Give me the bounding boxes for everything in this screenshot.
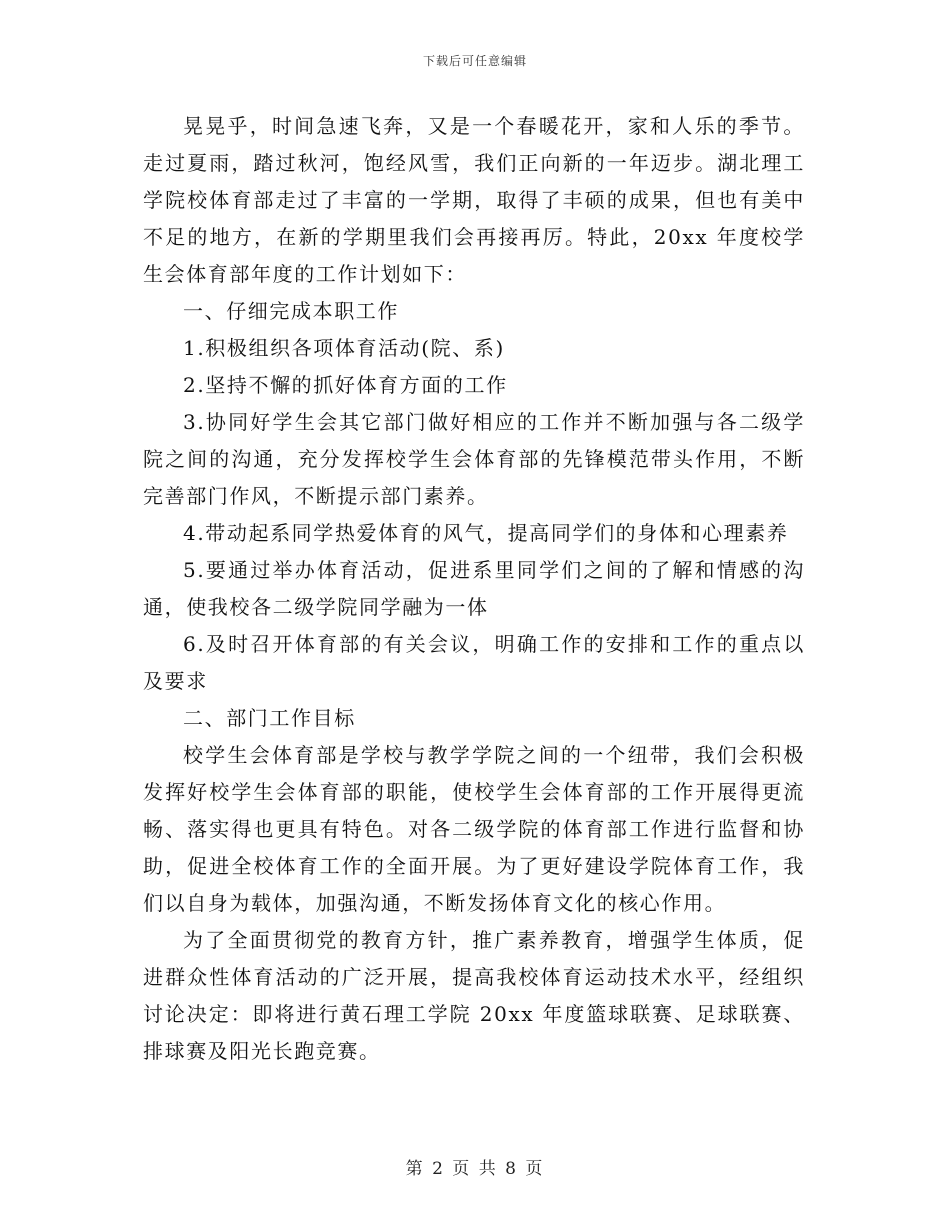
section-heading-1: 一、仔细完成本职工作 bbox=[183, 299, 399, 323]
list-item-4: 4.带动起系同学热爱体育的风气，提高同学们的身体和心理素养 bbox=[183, 521, 789, 545]
list-item-6: 6.及时召开体育部的有关会议，明确工作的安排和工作的重点以及要求 bbox=[143, 632, 805, 693]
event-paragraph: 为了全面贯彻党的教育方针，推广素养教育，增强学生体质，促进群众性体育活动的广泛开展，提高我校体育运动技术水平，经组织讨论决定：即将进行黄石理工学院 20xx 年度篮球联赛、足球联赛、排球赛及阳光长跑竞赛。 bbox=[143, 928, 805, 1063]
page-number: 第 2 页 共 8 页 bbox=[405, 1159, 545, 1179]
list-item-3: 3.协同好学生会其它部门做好相应的工作并不断加强与各二级学院之间的沟通，充分发挥校学生会体育部的先锋模范带头作用，不断完善部门作风，不断提示部门素养。 bbox=[143, 410, 805, 508]
section-heading-2: 二、部门工作目标 bbox=[183, 706, 356, 730]
document-body bbox=[143, 108, 805, 1070]
list-item-2: 2.坚持不懈的抓好体育方面的工作 bbox=[183, 373, 508, 397]
page-header-note: 下载后可任意编辑 bbox=[422, 54, 527, 68]
goal-paragraph: 校学生会体育部是学校与教学学院之间的一个纽带，我们会积极发挥好校学生会体育部的职能，使校学生会体育部的工作开展得更流畅、落实得也更具有特色。对各二级学院的体育部工作进行监督和协助，促进全校体育工作的全面开展。为了更好建设学院体育工作，我们以自身为载体，加强沟通，不断发扬体育文化的核心作用。 bbox=[143, 743, 805, 915]
list-item-5: 5.要通过举办体育活动，促进系里同学们之间的了解和情感的沟通，使我校各二级学院同学融为一体 bbox=[143, 558, 805, 619]
intro-paragraph: 晃晃乎，时间急速飞奔，又是一个春暖花开，家和人乐的季节。走过夏雨，踏过秋河，饱经风雪，我们正向新的一年迈步。湖北理工学院校体育部走过了丰富的一学期，取得了丰硕的成果，但也有美中不足的地方，在新的学期里我们会再接再厉。特此，20xx 年度校学生会体育部年度的工作计划如下： bbox=[143, 114, 805, 286]
list-item-1: 1.积极组织各项体育活动(院、系) bbox=[183, 336, 505, 360]
